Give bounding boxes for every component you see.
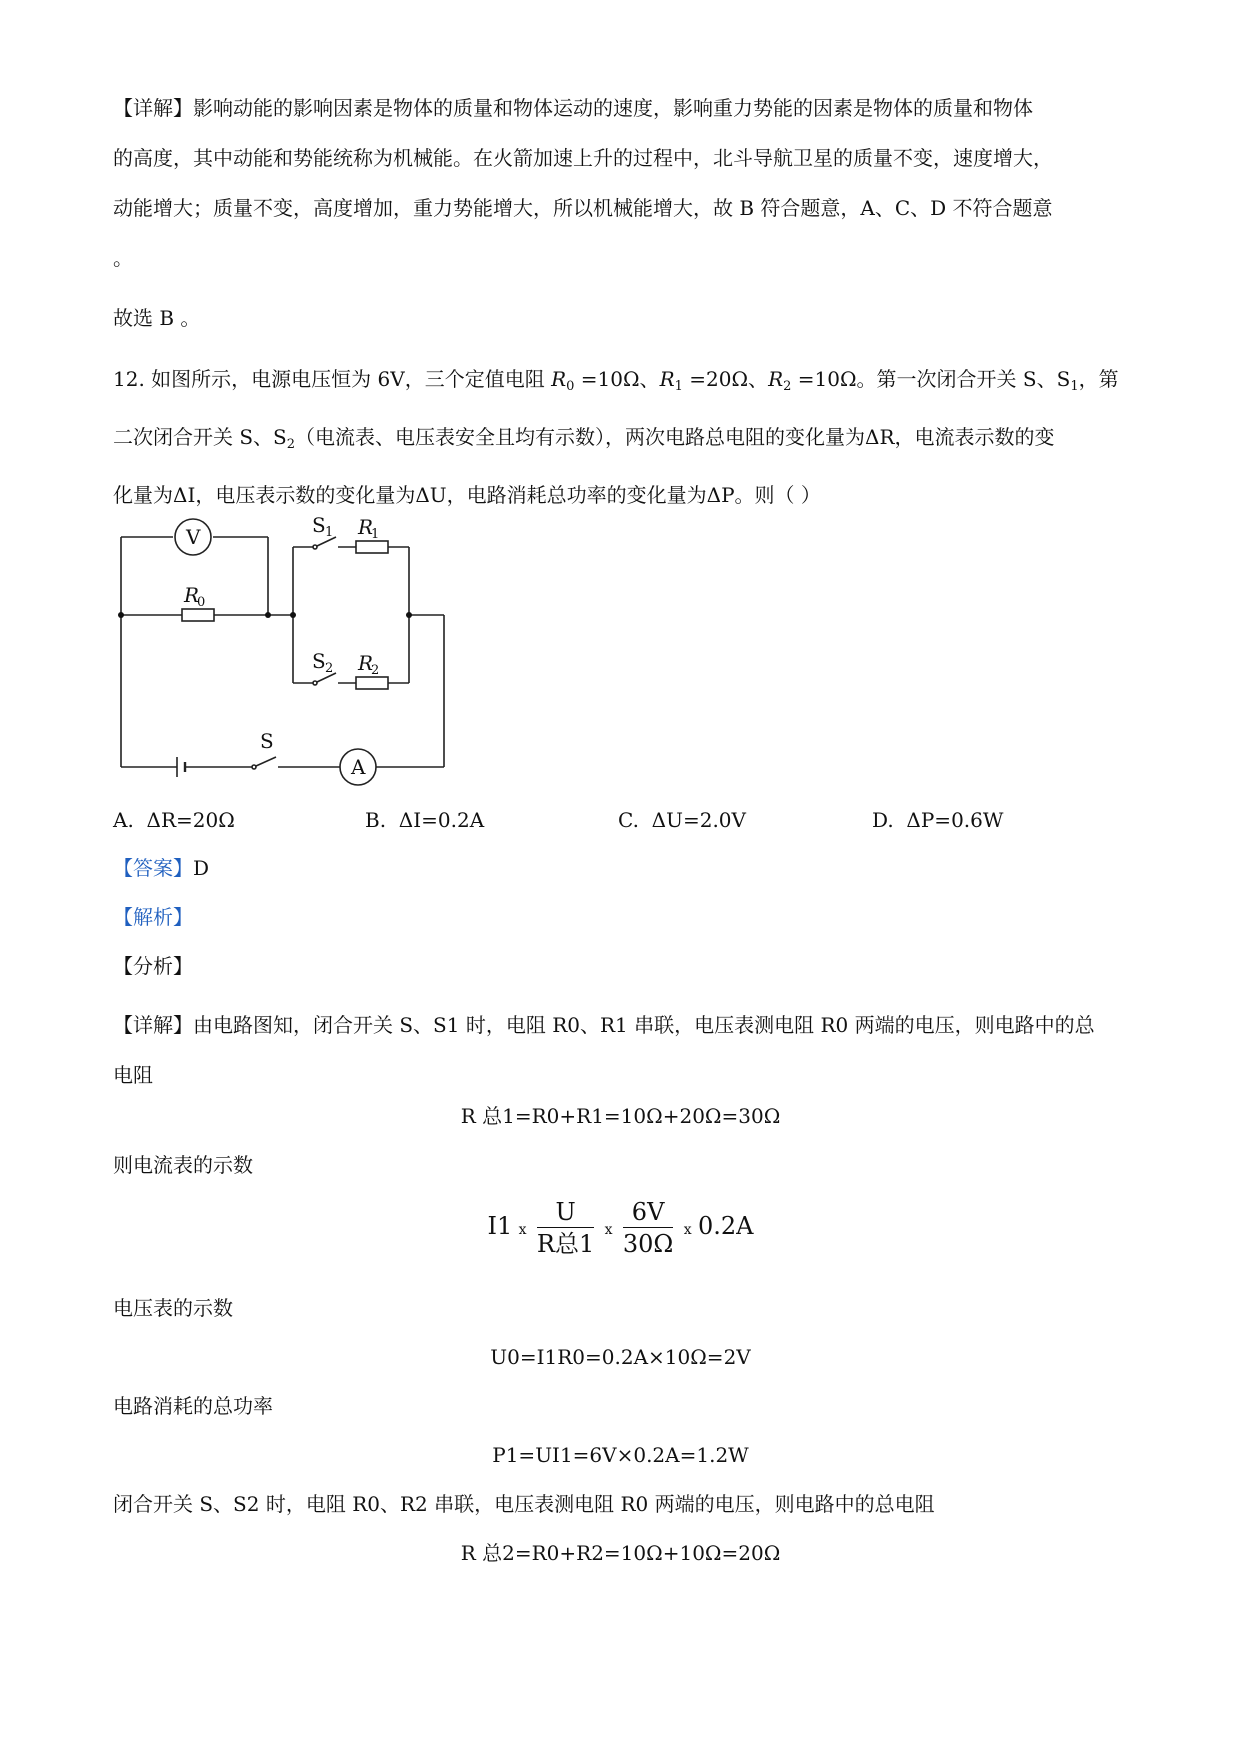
option-b-text: ΔI=0.2A <box>398 808 485 832</box>
equation-total-resistance-1: R 总1=R0+R1=10Ω+20Ω=30Ω <box>460 1104 781 1128</box>
question-line-2a: 二次闭合开关 S、S <box>113 425 287 449</box>
junction-dot-mid <box>265 612 271 618</box>
eq2-den-1: R总1 <box>536 1230 595 1258</box>
voltmeter-label: V <box>186 525 201 549</box>
eq2-mark-2: ⅹ <box>604 1222 613 1238</box>
detail-line-2: 的高度，其中动能和势能统称为机械能。在火箭加速上升的过程中，北斗导航卫星的质量不变，速度增大， <box>113 146 1053 170</box>
detail-paragraph-1 <box>113 83 1128 283</box>
equation-voltage: U0=I1R0=0.2A×10Ω=2V <box>490 1345 751 1369</box>
detail-paragraph-2 <box>113 1000 1128 1100</box>
eq2-fraction-1 <box>537 1197 594 1260</box>
question-line-2b: （电流表、电压表安全且均有示数），两次电路总电阻的变化量为ΔR，电流表示数的变 <box>295 425 1055 449</box>
detail-tag: 【详解】 <box>113 96 193 120</box>
question-line-1-end: ，第 <box>1078 367 1119 391</box>
r0-label-sub: 0 <box>197 595 206 610</box>
detail-line-3: 动能增大；质量不变，高度增加，重力势能增大，所以机械能增大，故 B 符合题意，A、C、D 不符合题意 <box>113 196 1053 220</box>
r2-label: R <box>358 651 374 675</box>
s1-subscript: 1 <box>1070 379 1079 394</box>
detail2-line-2: 电阻 <box>113 1063 153 1087</box>
option-b-letter: B. <box>365 808 387 832</box>
r1-label-sub: 1 <box>371 527 380 542</box>
resistor-r2 <box>356 677 388 689</box>
r1-subscript: 1 <box>674 379 683 394</box>
question-line-3: 化量为ΔI，电压表示数的变化量为ΔU，电路消耗总功率的变化量为ΔP。则（ ） <box>113 483 821 507</box>
detail2-line-1: 由电路图知，闭合开关 S、S1 时，电阻 R0、R1 串联，电压表测电阻 R0 两端的电压，则电路中的总 <box>193 1013 1095 1037</box>
text-current: 则电流表的示数 <box>113 1153 253 1177</box>
r2-symbol: R <box>768 367 784 391</box>
s2-label-sub: 2 <box>325 661 334 676</box>
resistor-r1 <box>356 541 388 553</box>
option-c <box>618 804 746 836</box>
option-c-text: ΔU=2.0V <box>651 808 746 832</box>
s1-contact <box>313 545 317 549</box>
s1-label: S <box>312 513 326 537</box>
s2-label: S <box>312 649 326 673</box>
s-label: S <box>260 729 274 753</box>
switch-s-blade <box>256 757 276 766</box>
equation-total-resistance-2: R 总2=R0+R2=10Ω+10Ω=20Ω <box>460 1541 781 1565</box>
eq2-lhs: I1 <box>487 1212 513 1240</box>
r2-value: =10Ω。第一次闭合开关 S、S <box>791 367 1071 391</box>
detail2-tag: 【详解】 <box>113 1013 193 1037</box>
equation-power: P1=UI1=6V×0.2A=1.2W <box>492 1443 749 1467</box>
option-d <box>872 804 1003 836</box>
r0-subscript: 0 <box>566 379 575 394</box>
question-12 <box>113 354 1128 520</box>
junction-dot-parallel-left <box>290 612 296 618</box>
option-d-text: ΔP=0.6W <box>906 808 1004 832</box>
equation-current <box>0 1195 1241 1261</box>
analysis-tag: 【解析】 <box>113 905 193 929</box>
eq2-fraction-2 <box>623 1197 673 1260</box>
s-contact <box>252 765 256 769</box>
answer-line <box>113 853 209 883</box>
option-a-text: ΔR=20Ω <box>146 808 235 832</box>
text-voltage: 电压表的示数 <box>113 1296 233 1320</box>
eq2-result: 0.2A <box>697 1212 754 1240</box>
detail-line-4: 。 <box>113 246 133 270</box>
option-a-letter: A. <box>113 808 134 832</box>
s1-label-sub: 1 <box>325 525 334 540</box>
eq2-num-2: 6V <box>623 1197 673 1228</box>
detail-line-1: 影响动能的影响因素是物体的质量和物体运动的速度，影响重力势能的因素是物体的质量和物体 <box>193 96 1033 120</box>
s2-subscript: 2 <box>286 437 296 452</box>
s2-contact <box>313 681 317 685</box>
option-a <box>113 804 235 836</box>
fenxi-tag: 【分析】 <box>113 954 193 978</box>
eq2-den-2: 30Ω <box>622 1230 674 1258</box>
eq2-num-1: U <box>537 1197 594 1228</box>
question-line-1a: 如图所示，电源电压恒为 6V，三个定值电阻 <box>151 367 552 391</box>
answer-tag: 【答案】 <box>113 856 193 880</box>
text-second-case: 闭合开关 S、S2 时，电阻 R0、R2 串联，电压表测电阻 R0 两端的电压，则电路中的总电阻 <box>113 1492 935 1516</box>
choose-answer-text: 故选 B 。 <box>113 306 201 330</box>
r2-subscript: 2 <box>783 379 792 394</box>
option-d-letter: D. <box>872 808 894 832</box>
junction-dot-parallel-right <box>406 612 412 618</box>
eq2-mark-1: ⅹ <box>518 1222 527 1238</box>
r1-value: =20Ω、 <box>682 367 769 391</box>
eq2-mark-3: ⅹ <box>683 1222 692 1238</box>
r0-value: =10Ω、 <box>574 367 660 391</box>
r1-label: R <box>358 515 374 539</box>
r0-label: R <box>184 583 200 607</box>
answer-value: D <box>193 856 210 880</box>
question-number: 12. <box>113 367 145 391</box>
option-b <box>365 804 484 836</box>
r2-label-sub: 2 <box>371 663 380 678</box>
junction-dot-left <box>118 612 124 618</box>
r0-symbol: R <box>551 367 567 391</box>
text-power: 电路消耗的总功率 <box>113 1394 273 1418</box>
option-c-letter: C. <box>618 808 639 832</box>
r1-symbol: R <box>659 367 675 391</box>
ammeter-label: A <box>351 755 366 779</box>
circuit-diagram <box>100 500 470 790</box>
resistor-r0 <box>182 609 214 621</box>
